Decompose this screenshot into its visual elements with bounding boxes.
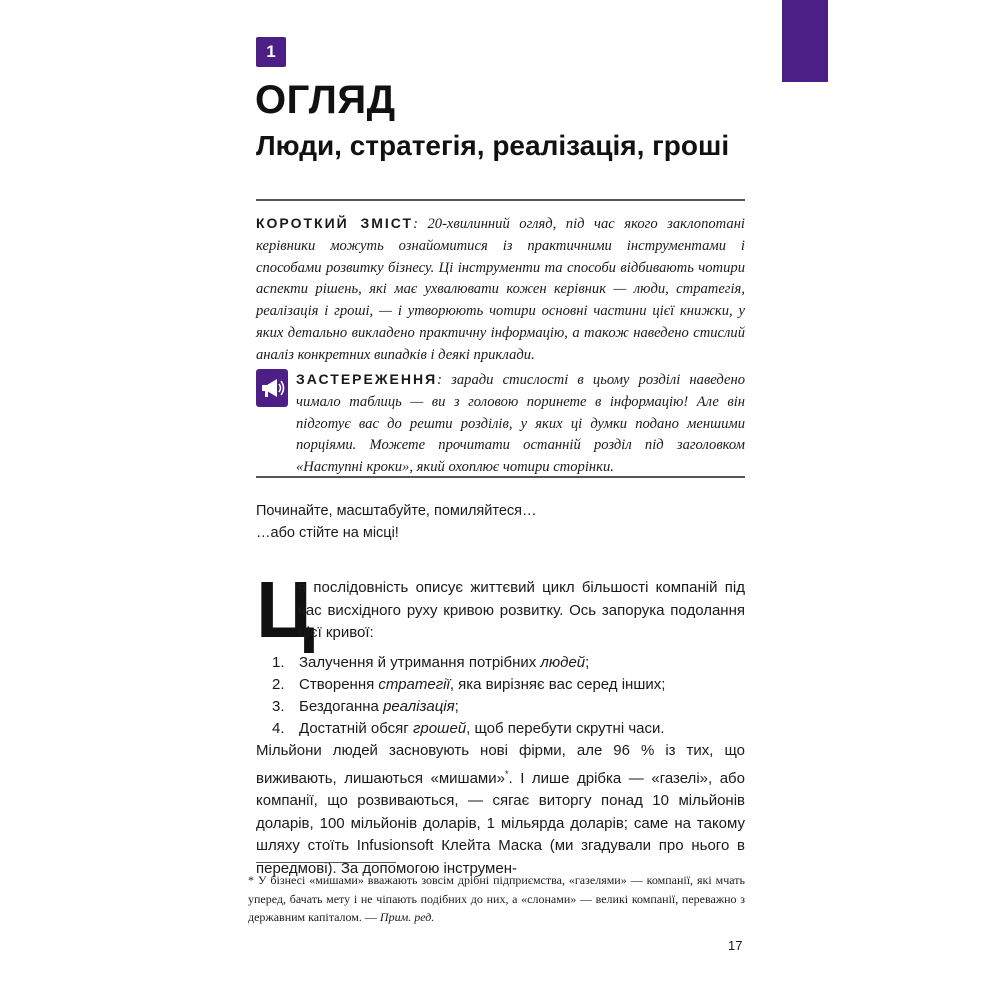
numbered-list: [272, 652, 665, 740]
list-emphasis: людей: [540, 654, 586, 671]
page-number: 17: [728, 938, 743, 953]
summary-block: [256, 213, 745, 367]
epigraph: [256, 500, 537, 544]
body-text-2: . І лише дрібка — «газелі», або компанії, що розвиваються, — сягає виторгу понад 10 мільйонів доларів, 100 мільйонів доларів, 1 мільярда доларів; саме на такому шляху стоїть Infusionsoft Клейта Маска (ми згадували про нього в передмові). За допомогою інструмен-: [256, 769, 745, 877]
list-text: Бездоганна: [299, 698, 384, 715]
caveat-text-block: [296, 369, 745, 479]
list-number: 2.: [272, 676, 285, 693]
list-text: Залучення й утримання потрібних: [299, 654, 541, 671]
footnote-reference: *: [504, 768, 509, 779]
summary-text: : 20-хвилинний огляд, під час якого заклопотані керівники можуть ознайомитися із практичними інструментами і способами розвитку бізнесу. Ці інструменти та способи відбивають чотири аспекти рішень, які має ухвалювати кожен керівник — люди, стратегія, реалізація і гроші, — і утворюють чотири основні частини цієї книжки, у яких детально викладено практичну інформацію, а також наведено стислий аналіз конкретних випадків і деякі приклади.: [256, 216, 745, 363]
top-divider: [256, 199, 745, 201]
intro-paragraph: я послідовність описує життєвий цикл більшості компаній під час висхідного руху кривою розвитку. Ось запорука подолання цієї кривої:: [298, 579, 745, 641]
footnote-text: У бізнесі «мишами» вважають зовсім дрібні підприємства, «газелями» — компанії, які мчать уперед, бачать мету і не чіпають подібних до них, а «слонами» — великі компанії, переважно з державним капіталом. —: [248, 873, 745, 924]
drop-cap: Ц: [256, 565, 315, 654]
chapter-number-badge: 1: [256, 37, 286, 67]
chapter-subtitle: Люди, стратегія, реалізація, гроші: [256, 130, 730, 161]
list-text-end: , яка вирізняє вас серед інших;: [449, 676, 666, 693]
list-text: Достатній обсяг: [299, 720, 413, 737]
summary-label: КОРОТКИЙ ЗМІСТ: [256, 215, 414, 231]
list-emphasis: грошей: [412, 720, 467, 737]
chapter-title: ОГЛЯД: [255, 78, 396, 122]
list-number: 3.: [272, 698, 285, 715]
epigraph-line-2: …або стійте на місці!: [256, 525, 399, 541]
caveat-text: : заради стислості в цьому розділі наведено чимало таблиць — ви з головою поринете в інформацію! Але він підготує вас до решти розділів, у яких ці думки подано меншими порціями. Можете прочитати останній розділ під заголовком «Наступні кроки», який охоплює чотири сторінки.: [296, 372, 745, 476]
list-text-end: ;: [454, 698, 459, 715]
megaphone-icon: [256, 369, 288, 407]
body-paragraph: [256, 740, 745, 880]
list-number: 1.: [272, 654, 285, 671]
list-text-end: , щоб перебути скрутні часи.: [466, 720, 665, 737]
list-item: [272, 652, 665, 674]
list-item: [272, 674, 665, 696]
list-item: [272, 696, 665, 718]
list-emphasis: стратегії: [378, 676, 450, 693]
chapter-side-tab: [782, 0, 828, 82]
epigraph-line-1: Починайте, масштабуйте, помиляйтеся…: [256, 503, 537, 519]
footnote-editor-note: Прим. ред.: [379, 910, 435, 924]
body-text-1: Мільйони людей засновують нові фірми, але 96 % із тих, що виживають, лишаються «мишами»: [256, 742, 745, 787]
list-number: 4.: [272, 720, 285, 737]
list-emphasis: реалізація: [383, 698, 455, 715]
list-item: [272, 718, 665, 740]
footnote-mark: *: [248, 873, 254, 887]
caveat-label: ЗАСТЕРЕЖЕННЯ: [296, 371, 438, 387]
list-text: Створення: [299, 676, 379, 693]
footnote-divider: [256, 862, 396, 863]
list-text-end: ;: [585, 654, 590, 671]
bottom-divider: [256, 476, 745, 478]
footnote: [248, 871, 745, 927]
